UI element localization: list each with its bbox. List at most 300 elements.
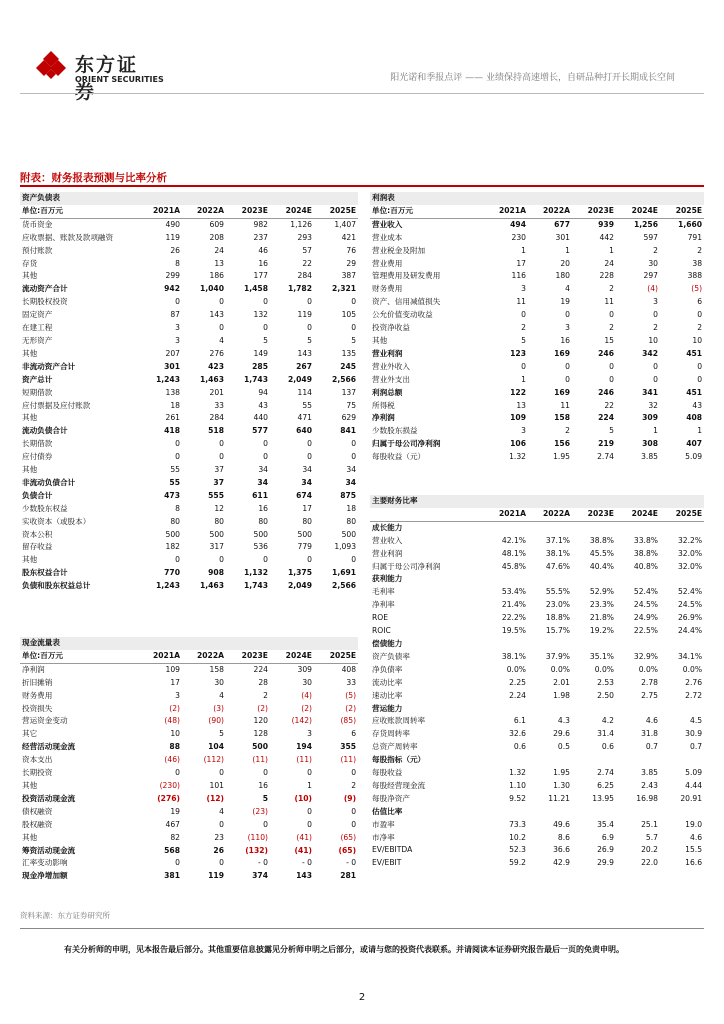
row-value: (112)	[203, 755, 224, 765]
row-value: 276	[209, 348, 224, 358]
row-value: 18	[170, 400, 180, 410]
row-value: 467	[165, 819, 180, 829]
row-label: 速动比率	[372, 690, 403, 700]
row-value: 106	[510, 439, 526, 449]
row-value: 0	[175, 297, 180, 307]
row-value: 0	[307, 439, 312, 449]
row-label: 营业利润	[372, 348, 403, 358]
row-value: 2.50	[597, 690, 614, 700]
row-value: 32.6	[509, 729, 526, 739]
row-value: 0	[175, 555, 180, 565]
row-value: 0	[653, 361, 658, 371]
row-value: 17	[516, 258, 526, 268]
row-value: 2.75	[641, 690, 658, 700]
row-label: 其它	[22, 729, 38, 739]
row-value: 22.2%	[501, 613, 526, 623]
row-value: 182	[165, 542, 180, 552]
row-value: 1	[565, 245, 570, 255]
row-value: 2,566	[332, 581, 357, 591]
row-value: 24.5%	[677, 600, 703, 610]
year-header: 2022A	[528, 205, 572, 218]
table-row	[20, 361, 358, 374]
row-value: 423	[208, 361, 224, 371]
row-value: 10	[648, 335, 658, 345]
table-row	[20, 296, 358, 309]
row-value: 38.8%	[633, 548, 658, 558]
row-label: 毛利率	[372, 587, 395, 597]
row-value: 597	[643, 232, 658, 242]
row-label: 其他	[22, 832, 38, 842]
row-label: 流动比率	[372, 677, 403, 687]
row-value: (23)	[252, 806, 268, 816]
row-value: 421	[341, 232, 357, 242]
table-row	[20, 516, 358, 529]
row-value: 0	[219, 819, 224, 829]
row-value: (48)	[164, 716, 180, 726]
row-value: 293	[297, 232, 312, 242]
row-value: 2	[609, 284, 614, 294]
row-value: 500	[252, 742, 268, 752]
row-value: 52.3	[509, 845, 526, 855]
row-value: 0	[609, 310, 614, 320]
row-value: (46)	[164, 755, 180, 765]
row-value: 4.5	[689, 716, 703, 726]
row-label: 总资产周转率	[372, 742, 418, 752]
cash-flow-table	[20, 637, 358, 883]
table-row	[20, 425, 358, 438]
row-value: 37.1%	[545, 535, 570, 545]
table-header-row	[370, 508, 704, 521]
row-value: 228	[599, 271, 614, 281]
year-header: 2025E	[660, 205, 704, 218]
row-value: 23.0%	[545, 600, 570, 610]
row-value: 34	[258, 465, 268, 475]
row-value: 0	[697, 310, 703, 320]
row-value: 158	[554, 413, 570, 423]
row-value: 8	[175, 503, 180, 513]
row-value: 2.53	[597, 677, 614, 687]
row-value: 1,743	[243, 374, 268, 384]
row-value: 3	[175, 323, 180, 333]
row-value: 4.6	[689, 832, 703, 842]
table-row	[20, 258, 358, 271]
row-value	[484, 754, 528, 767]
table-row	[370, 651, 704, 664]
row-value: 11	[516, 297, 526, 307]
row-value: (41)	[294, 845, 312, 855]
row-value: 52.4%	[633, 587, 658, 597]
footer-divider	[20, 928, 704, 929]
row-value	[616, 638, 660, 651]
row-value: 4	[219, 806, 224, 816]
row-value: 94	[258, 387, 268, 397]
row-label: 非流动负债合计	[22, 477, 76, 487]
row-value: 791	[687, 232, 703, 242]
row-value: 2	[263, 690, 268, 700]
row-value: 471	[297, 413, 312, 423]
table-header-row	[370, 205, 704, 218]
row-label: 短期借款	[22, 387, 53, 397]
row-value: 32.0%	[677, 561, 703, 571]
row-value: 2	[565, 426, 570, 436]
row-value: (65)	[338, 845, 357, 855]
row-value: 23.3%	[589, 600, 614, 610]
row-value: 388	[687, 271, 703, 281]
table-row	[370, 677, 704, 690]
table-row	[370, 703, 704, 716]
row-value: 246	[598, 348, 614, 358]
table-row	[370, 754, 704, 767]
row-value: 0	[351, 806, 357, 816]
row-value: 34.1%	[677, 651, 703, 661]
row-value: 408	[686, 413, 703, 423]
table-row	[370, 322, 704, 335]
row-value: 26.9%	[677, 613, 703, 623]
row-value: 30	[302, 677, 312, 687]
row-label: 营业成本	[372, 232, 403, 242]
row-value	[660, 703, 704, 716]
row-value: 18	[346, 503, 357, 513]
row-label: 应付债券	[22, 452, 53, 462]
row-value: 494	[510, 219, 526, 229]
row-value: 0	[219, 297, 224, 307]
row-value: 30	[214, 677, 224, 687]
row-value: 5	[263, 335, 268, 345]
row-value: 442	[599, 232, 614, 242]
row-value: 342	[642, 348, 658, 358]
row-label: 存货周转率	[372, 729, 410, 739]
row-value	[616, 806, 660, 819]
row-value: 5	[609, 426, 614, 436]
row-value: 13.95	[592, 793, 614, 803]
table-row	[370, 793, 704, 806]
row-value: 5.09	[685, 768, 703, 778]
row-value: 0	[521, 310, 526, 320]
row-value: 10	[170, 729, 180, 739]
row-value: 20.2	[641, 845, 658, 855]
row-label: 流动负债合计	[22, 426, 68, 436]
row-value: (90)	[208, 716, 224, 726]
row-value: 779	[297, 542, 312, 552]
table-row	[370, 412, 704, 425]
row-value: 137	[341, 387, 357, 397]
row-value: (11)	[340, 755, 357, 765]
row-value: 116	[511, 271, 526, 281]
table-row	[20, 715, 358, 728]
row-value: 261	[165, 413, 180, 423]
row-value: 500	[253, 529, 268, 539]
row-label: 资产负债率	[372, 651, 410, 661]
company-logo	[35, 50, 164, 103]
table-header-row	[20, 650, 358, 663]
row-value: 473	[164, 490, 180, 500]
table-row	[20, 541, 358, 554]
year-header: 2021A	[484, 205, 528, 218]
row-value	[572, 806, 616, 819]
row-value: 1	[609, 245, 614, 255]
row-label: 每股经营现金流	[372, 780, 426, 790]
row-value: (5)	[691, 284, 703, 294]
row-label: ROIC	[372, 626, 391, 636]
row-value: 5	[307, 335, 312, 345]
table-row	[370, 780, 704, 793]
row-value: 2,321	[332, 284, 357, 294]
table-row	[370, 548, 704, 561]
table-row	[370, 535, 704, 548]
row-value: 299	[165, 271, 180, 281]
row-label: 其他	[22, 413, 38, 423]
row-value: 3	[307, 729, 312, 739]
table-title-row	[370, 495, 704, 508]
row-value: 609	[209, 219, 224, 229]
row-value: 24	[214, 245, 224, 255]
row-value: 230	[511, 232, 526, 242]
row-value: 19	[170, 806, 180, 816]
row-value: 33	[214, 400, 224, 410]
row-label: 净利润	[372, 413, 395, 423]
row-value: 2	[697, 245, 703, 255]
table-title-row	[20, 192, 358, 205]
row-value: 10.2	[509, 832, 526, 842]
row-value: 1	[307, 780, 312, 790]
row-value	[572, 521, 616, 534]
table-row	[20, 438, 358, 451]
row-value: 122	[510, 387, 526, 397]
row-label: 股东权益合计	[22, 568, 68, 578]
company-name-en: ORIENT SECURITIES	[75, 75, 164, 84]
table-row	[370, 857, 704, 870]
row-label: 每股指标（元）	[372, 755, 426, 765]
row-value: 17	[170, 677, 180, 687]
year-header: 2025E	[660, 508, 704, 521]
row-value: 2	[609, 323, 614, 333]
row-value: 143	[296, 871, 312, 881]
row-value: 500	[209, 529, 224, 539]
row-value: 381	[164, 871, 180, 881]
row-value: 0	[351, 768, 357, 778]
row-value: 15.5	[685, 845, 703, 855]
row-label: 管理费用及研发费用	[372, 271, 441, 281]
row-value: 158	[209, 664, 224, 674]
row-value: 1,132	[243, 568, 268, 578]
row-value: 13	[516, 400, 526, 410]
row-label: 营业费用	[372, 258, 403, 268]
row-value: 2,049	[287, 581, 312, 591]
row-value: 34	[346, 465, 357, 475]
unit-label: 单位:百万元	[20, 205, 138, 218]
row-value: 128	[253, 729, 268, 739]
table-row	[370, 232, 704, 245]
table-row	[20, 464, 358, 477]
row-value: 536	[253, 542, 268, 552]
table-row	[20, 677, 358, 690]
row-value	[484, 638, 528, 651]
row-value: 169	[554, 387, 570, 397]
row-value: 3	[653, 297, 658, 307]
table-row	[370, 245, 704, 258]
row-label: 净利润	[22, 664, 45, 674]
row-value	[528, 754, 572, 767]
table-row	[370, 451, 704, 464]
row-value: 0	[263, 297, 268, 307]
row-value: 308	[642, 439, 658, 449]
section-divider	[20, 185, 704, 187]
table-row	[370, 374, 704, 387]
row-value: 88	[169, 742, 180, 752]
row-value: 42.9	[553, 858, 570, 868]
row-value: 0	[565, 310, 570, 320]
row-value: (276)	[157, 793, 180, 803]
row-value: 1,407	[334, 219, 357, 229]
row-value: 80	[346, 516, 357, 526]
row-value: 30.9	[685, 729, 703, 739]
row-value: 49.6	[553, 819, 570, 829]
row-value: 0	[263, 768, 268, 778]
row-label: 长期投资	[22, 768, 53, 778]
row-value: 23	[214, 832, 224, 842]
row-value: 0.0%	[594, 664, 614, 674]
table-row	[20, 348, 358, 361]
year-header: 2021A	[138, 205, 182, 218]
row-value: 30	[648, 258, 658, 268]
row-value: 3	[175, 335, 180, 345]
row-value: 15	[604, 335, 614, 345]
table-row	[20, 767, 358, 780]
row-value: 1.95	[553, 452, 570, 462]
row-value: (10)	[294, 793, 312, 803]
row-value: 143	[209, 310, 224, 320]
table-row	[370, 348, 704, 361]
row-value: 0	[609, 361, 614, 371]
row-value: 52.9%	[589, 587, 614, 597]
row-label: 投资净收益	[372, 323, 410, 333]
table-title-row	[20, 637, 358, 650]
row-value: 1,243	[155, 374, 180, 384]
row-value	[484, 521, 528, 534]
year-header: 2022A	[182, 205, 226, 218]
row-value	[528, 703, 572, 716]
row-value: 908	[208, 568, 224, 578]
row-label: 营运资金变动	[22, 716, 68, 726]
row-value	[616, 521, 660, 534]
row-value: 0	[351, 819, 357, 829]
row-value: 0.7	[689, 742, 703, 752]
row-value: 0	[219, 858, 224, 868]
table-row	[370, 844, 704, 857]
row-value: 1,463	[199, 374, 224, 384]
row-value: 5	[262, 793, 268, 803]
row-value: 76	[346, 245, 357, 255]
row-value: 1.10	[509, 780, 526, 790]
row-value: 0	[521, 361, 526, 371]
row-label: 汇率变动影响	[22, 858, 68, 868]
row-value: 40.4%	[589, 561, 614, 571]
row-value: 15.7%	[545, 626, 570, 636]
year-header: 2025E	[314, 205, 358, 218]
row-value: 38	[692, 258, 703, 268]
row-value: (3)	[213, 703, 224, 713]
row-value: 47.6%	[545, 561, 570, 571]
table-row	[370, 715, 704, 728]
row-label: 其他	[22, 780, 38, 790]
row-value: 0	[697, 374, 703, 384]
row-label: 资本支出	[22, 755, 53, 765]
row-value: 490	[165, 219, 180, 229]
row-value: 3.85	[641, 768, 658, 778]
row-value: 0	[263, 439, 268, 449]
row-value: 32.0%	[677, 548, 703, 558]
table-row	[370, 599, 704, 612]
row-value: (2)	[257, 703, 268, 713]
row-value: 939	[598, 219, 614, 229]
row-label: 其他	[22, 555, 38, 565]
row-value: 2.72	[685, 690, 703, 700]
row-value: 2.43	[641, 780, 658, 790]
table-row	[370, 767, 704, 780]
row-label: 筹资活动现金流	[22, 845, 76, 855]
row-value: 16	[560, 335, 570, 345]
table-row	[20, 335, 358, 348]
row-value: 22	[302, 258, 312, 268]
row-value: 0.0%	[550, 664, 570, 674]
row-label: 流动资产合计	[22, 284, 68, 294]
row-value: 1.32	[509, 768, 526, 778]
row-value: 285	[252, 361, 268, 371]
row-value: 1,743	[243, 581, 268, 591]
row-label: 所得税	[372, 400, 395, 410]
row-value: 40.8%	[633, 561, 658, 571]
row-value: 0	[219, 768, 224, 778]
row-value: 4	[219, 335, 224, 345]
row-value: 19	[560, 297, 570, 307]
disclaimer-text: 有关分析师的申明，见本报告最后部分。其他重要信息披露见分析师申明之后部分，或请与您的投资代表联系。并请阅读本证券研究报告最后一页的免责申明。	[64, 945, 624, 954]
row-value: 20.91	[680, 793, 703, 803]
row-value: 34	[257, 477, 268, 487]
row-value: 1,093	[334, 542, 357, 552]
orient-securities-logo-icon	[35, 50, 67, 82]
financial-ratios-table	[370, 495, 704, 870]
year-header: 2021A	[484, 508, 528, 521]
row-value: 38.8%	[589, 535, 614, 545]
row-value: 3	[521, 284, 526, 294]
row-value: 2.01	[553, 677, 570, 687]
row-value: 6.9	[601, 832, 614, 842]
row-value: 611	[252, 490, 268, 500]
row-value: 0	[175, 452, 180, 462]
row-value: 55	[169, 477, 180, 487]
table-row	[370, 832, 704, 845]
row-value: 407	[686, 439, 703, 449]
row-label: 资产、信用减值损失	[372, 297, 441, 307]
row-value: 11.21	[548, 793, 570, 803]
row-label: 净利率	[372, 600, 395, 610]
row-label: 每股收益	[372, 768, 403, 778]
row-value: 16	[258, 780, 268, 790]
row-value: 3	[565, 323, 570, 333]
row-value: 2,049	[287, 374, 312, 384]
table-row	[20, 690, 358, 703]
row-value: 1,691	[332, 568, 357, 578]
row-label: 营业税金及附加	[372, 245, 426, 255]
row-value: 24.4%	[677, 626, 703, 636]
table-row	[20, 728, 358, 741]
row-value: 119	[165, 232, 180, 242]
row-value: 13	[214, 258, 224, 268]
row-value: 0.7	[645, 742, 658, 752]
row-value: 0	[307, 806, 312, 816]
row-value: 109	[165, 664, 180, 674]
row-value: 1,375	[287, 568, 312, 578]
